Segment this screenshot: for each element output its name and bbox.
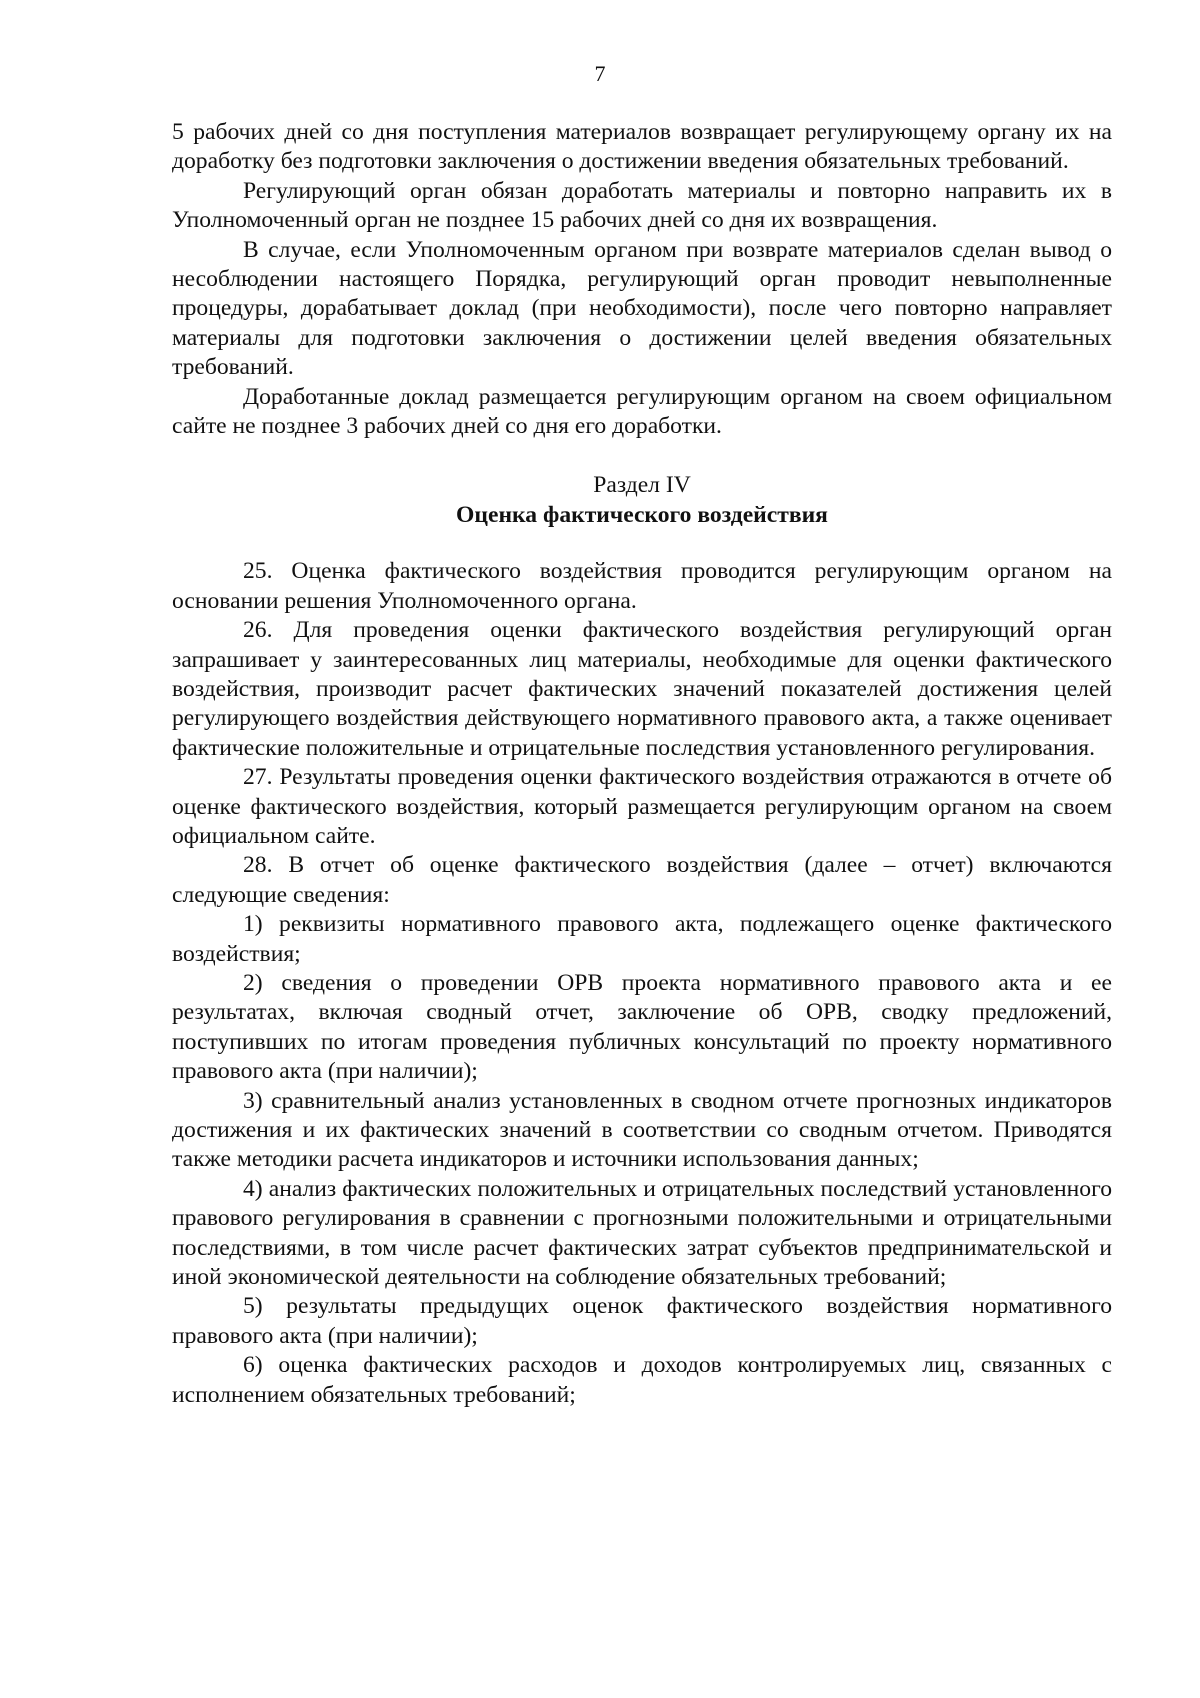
paragraph: Регулирующий орган обязан доработать материалы и повторно направить их в Уполномоченный орган не позднее 15 рабочих дней со дня их возвращения. [172, 177, 1112, 234]
paragraph: Доработанные доклад размещается регулирующим органом на своем официальном сайте не позднее 3 рабочих дней со дня его доработки. [172, 383, 1112, 440]
list-item-2: 2) сведения о проведении ОРВ проекта нормативного правового акта и ее результатах, включая сводный отчет, заключение об ОРВ, сводку предложений, поступивших по итогам проведения публичных консультаций по проекту нормативного правового акта (при наличии); [172, 969, 1112, 1085]
list-item-1: 1) реквизиты нормативного правового акта, подлежащего оценке фактического воздействия; [172, 911, 1112, 967]
clause-26: 26. Для проведения оценки фактического воздействия регулирующий орган запрашивает у заинтересованных лиц материалы, необходимые для оценки фактического воздействия, производит расчет фактических значений показателей достижения целей регулирующего воздействия действующего нормативного правового акта, а также оценивает фактические положительные и отрицательные последствия установленного регулирования. [172, 617, 1112, 761]
section-title: Оценка фактического воздействия [456, 501, 828, 528]
clause-27: 27. Результаты проведения оценки фактического воздействия отражаются в отчете об оценке фактического воздействия, который размещается регулирующим органом на своем официальном сайте. [172, 764, 1112, 849]
paragraph-continuation: 5 рабочих дней со дня поступления материалов возвращает регулирующему органу их на доработку без подготовки заключения о достижении введения обязательных требований. [172, 119, 1112, 175]
spacer [172, 530, 1112, 557]
clause-28: 28. В отчет об оценке фактического воздействия (далее – отчет) включаются следующие сведения: [172, 852, 1112, 908]
spacer [172, 441, 1112, 471]
paragraph: В случае, если Уполномоченным органом при возврате материалов сделан вывод о несоблюдении настоящего Порядка, регулирующий орган проводит невыполненные процедуры, дорабатывает доклад (при необходимости), после чего повторно направляет материалы для подготовки заключения о достижении целей введения обязательных требований. [172, 236, 1112, 381]
page-number: 7 [594, 61, 606, 86]
clause-25: 25. Оценка фактического воздействия проводится регулирующим органом на основании решения Уполномоченного органа. [172, 558, 1112, 614]
list-item-3: 3) сравнительный анализ установленных в сводном отчете прогнозных индикаторов достижения и их фактических значений в соответствии со сводным отчетом. Приводятся также методики расчета индикаторов и источники использования данных; [172, 1087, 1112, 1173]
section-label: Раздел IV [593, 472, 691, 499]
document-body [172, 118, 1112, 1410]
list-item-4: 4) анализ фактических положительных и отрицательных последствий установленного правового регулирования в сравнении с прогнозными положительными и отрицательными последствиями, в том числе расчет фактических затрат субъектов предпринимательской и иной экономической деятельности на соблюдение обязательных требований; [172, 1175, 1112, 1291]
list-item-5: 5) результаты предыдущих оценок фактического воздействия нормативного правового акта (при наличии); [172, 1293, 1112, 1349]
list-item-6: 6) оценка фактических расходов и доходов контролируемых лиц, связанных с исполнением обязательных требований; [172, 1352, 1112, 1408]
